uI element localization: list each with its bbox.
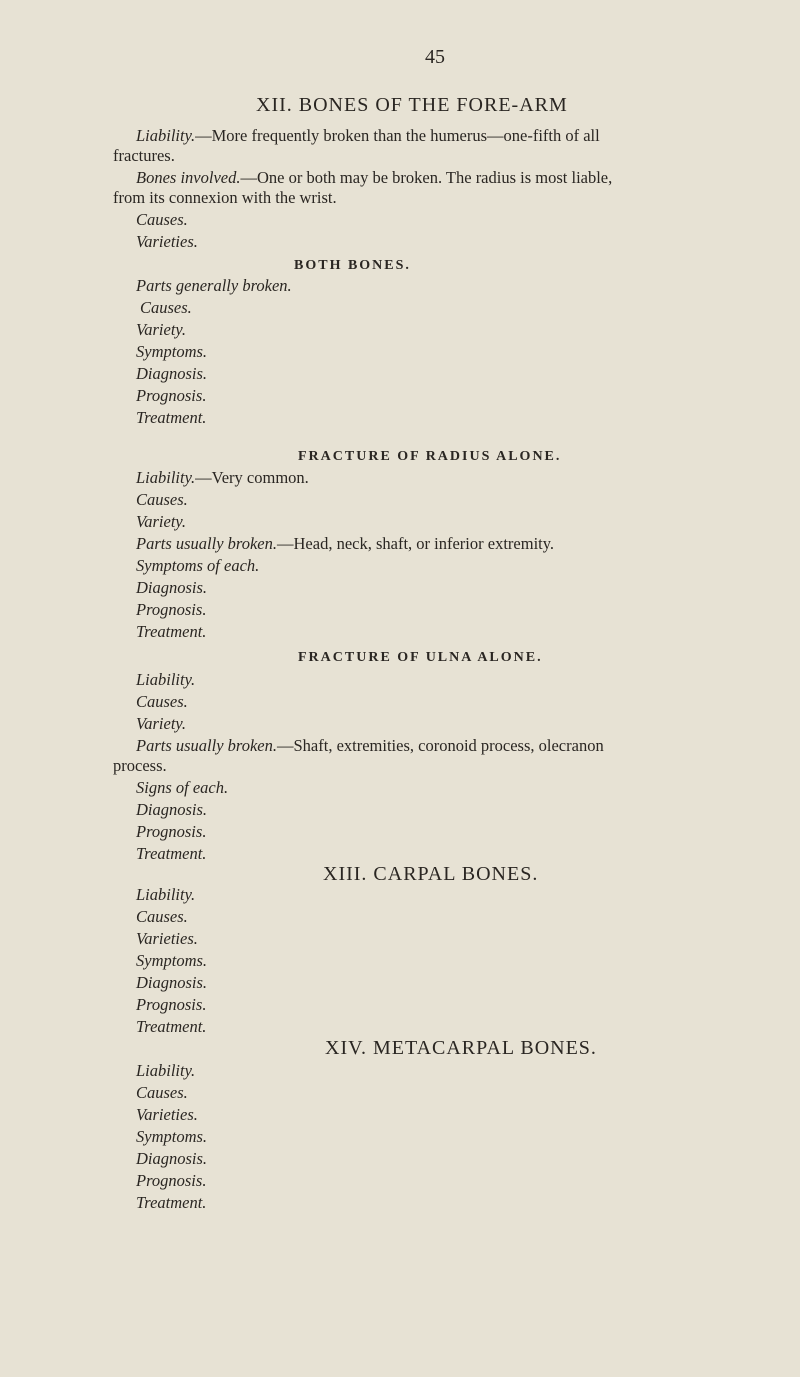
carpal-item: Varieties. bbox=[136, 929, 198, 948]
section-heading-ulna: FRACTURE OF ULNA ALONE. bbox=[298, 650, 543, 665]
section-heading-both-bones: BOTH BONES. bbox=[294, 258, 411, 273]
both-item: Variety. bbox=[136, 320, 186, 339]
radius-causes: Causes. bbox=[136, 490, 188, 509]
ulna-item: Liability. bbox=[136, 670, 196, 689]
text: —One or both may be broken. The radius is most liable, bbox=[240, 168, 613, 187]
both-item: Parts generally broken. bbox=[136, 276, 292, 295]
forearm-liability-cont: fractures. bbox=[113, 146, 175, 165]
chapter-title-carpal: XIII. CARPAL BONES. bbox=[323, 863, 539, 885]
ulna-item: Prognosis. bbox=[136, 822, 207, 841]
forearm-liability bbox=[136, 126, 600, 146]
metacarpal-item: Symptoms. bbox=[136, 1127, 208, 1146]
radius-item: Diagnosis. bbox=[136, 578, 208, 597]
ulna-item: Causes. bbox=[136, 692, 188, 711]
both-item: Symptoms. bbox=[136, 342, 208, 361]
page-number: 45 bbox=[425, 46, 445, 68]
text: —More frequently broken than the humerus—one-fifth of all bbox=[195, 126, 600, 145]
carpal-item: Prognosis. bbox=[136, 995, 207, 1014]
text: —Very common. bbox=[195, 468, 309, 487]
label: Parts usually broken. bbox=[136, 736, 277, 755]
both-item: Diagnosis. bbox=[136, 364, 208, 383]
forearm-bones-cont: from its connexion with the wrist. bbox=[113, 188, 337, 207]
forearm-varieties: Varieties. bbox=[136, 232, 198, 251]
ulna-item: Signs of each. bbox=[136, 778, 229, 797]
both-item: Treatment. bbox=[136, 408, 207, 427]
forearm-bones-involved bbox=[136, 168, 612, 188]
text: —Head, neck, shaft, or inferior extremity. bbox=[277, 534, 555, 553]
carpal-item: Symptoms. bbox=[136, 951, 208, 970]
radius-parts bbox=[136, 534, 554, 554]
metacarpal-item: Treatment. bbox=[136, 1193, 207, 1212]
label: Bones involved. bbox=[136, 168, 241, 187]
carpal-item: Treatment. bbox=[136, 1017, 207, 1036]
chapter-title-forearm: XII. BONES OF THE FORE-ARM bbox=[256, 94, 568, 116]
metacarpal-item: Varieties. bbox=[136, 1105, 198, 1124]
ulna-item: Variety. bbox=[136, 714, 186, 733]
metacarpal-item: Prognosis. bbox=[136, 1171, 207, 1190]
ulna-parts-cont: process. bbox=[113, 756, 167, 775]
chapter-title-metacarpal: XIV. METACARPAL BONES. bbox=[325, 1037, 597, 1059]
radius-item: Symptoms of each. bbox=[136, 556, 260, 575]
label: Parts usually broken. bbox=[136, 534, 277, 553]
both-item: Causes. bbox=[140, 298, 192, 317]
section-heading-radius: FRACTURE OF RADIUS ALONE. bbox=[298, 449, 562, 464]
metacarpal-item: Liability. bbox=[136, 1061, 196, 1080]
ulna-item: Diagnosis. bbox=[136, 800, 208, 819]
label: Liability. bbox=[136, 468, 196, 487]
text: —Shaft, extremities, coronoid process, olecranon bbox=[277, 736, 604, 755]
ulna-item: Treatment. bbox=[136, 844, 207, 863]
carpal-item: Diagnosis. bbox=[136, 973, 208, 992]
carpal-item: Causes. bbox=[136, 907, 188, 926]
radius-item: Prognosis. bbox=[136, 600, 207, 619]
carpal-item: Liability. bbox=[136, 885, 196, 904]
radius-liability bbox=[136, 468, 309, 488]
ulna-parts bbox=[136, 736, 604, 756]
both-item: Prognosis. bbox=[136, 386, 207, 405]
metacarpal-item: Causes. bbox=[136, 1083, 188, 1102]
label: Liability. bbox=[136, 126, 196, 145]
radius-variety: Variety. bbox=[136, 512, 186, 531]
metacarpal-item: Diagnosis. bbox=[136, 1149, 208, 1168]
forearm-causes: Causes. bbox=[136, 210, 188, 229]
radius-item: Treatment. bbox=[136, 622, 207, 641]
